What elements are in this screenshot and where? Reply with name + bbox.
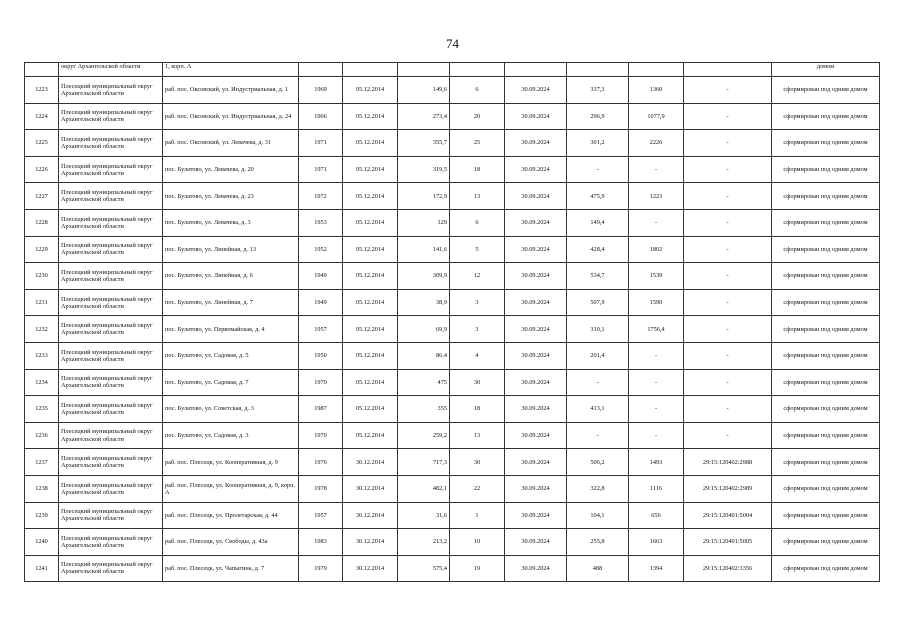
- cell-owner: Плесецкий муниципальный округ Архангельской области: [59, 263, 163, 290]
- cell-date2: 30.09.2024: [505, 209, 567, 236]
- cell-v1: 488: [567, 555, 629, 582]
- table-row: [25, 369, 880, 396]
- cell-cadastral: -: [684, 103, 772, 130]
- table-row: [25, 316, 880, 343]
- cell-area: 482,1: [398, 475, 450, 502]
- cell-num: 1226: [25, 156, 59, 183]
- cell-num: 1227: [25, 183, 59, 210]
- table-row: [25, 263, 880, 290]
- table-row: [25, 449, 880, 476]
- cell-area: 213,2: [398, 529, 450, 556]
- cell-num: 1237: [25, 449, 59, 476]
- cell-date2: 30.09.2024: [505, 103, 567, 130]
- cell-v2: -: [629, 342, 684, 369]
- cell-num: 1228: [25, 209, 59, 236]
- cell-date2: 30.09.2024: [505, 183, 567, 210]
- cell-v1: -: [567, 422, 629, 449]
- cell-cadastral: -: [684, 263, 772, 290]
- cell-area: [398, 63, 450, 77]
- cell-num: 1235: [25, 396, 59, 423]
- cell-address: раб. пос. Плесецк, ул. Кооперативная, д. 9: [163, 449, 299, 476]
- table-row: [25, 156, 880, 183]
- cell-cadastral: 29:15:120402:2988: [684, 449, 772, 476]
- table-row: [25, 183, 880, 210]
- cell-v1: 301,2: [567, 130, 629, 157]
- cell-date2: 30.09.2024: [505, 396, 567, 423]
- cell-date2: 30.09.2024: [505, 316, 567, 343]
- table-row: [25, 502, 880, 529]
- cell-v2: 1360: [629, 77, 684, 104]
- cell-address: пос. Булатово, ул. Первомайская, д. 4: [163, 316, 299, 343]
- cell-v1: 104,1: [567, 502, 629, 529]
- cell-count: 5: [450, 236, 505, 263]
- cell-date: 05.12.2014: [343, 156, 398, 183]
- cell-note: сформирован под одним домом: [772, 236, 880, 263]
- cell-num: 1231: [25, 289, 59, 316]
- cell-date: 30.12.2014: [343, 475, 398, 502]
- cell-date2: 30.09.2024: [505, 475, 567, 502]
- cell-date: 05.12.2014: [343, 316, 398, 343]
- cell-count: 10: [450, 529, 505, 556]
- cell-date: 05.12.2014: [343, 236, 398, 263]
- cell-v1: 310,1: [567, 316, 629, 343]
- cell-count: 25: [450, 130, 505, 157]
- cell-owner: округ Архангельской области: [59, 63, 163, 77]
- cell-num: 1240: [25, 529, 59, 556]
- cell-area: 259,2: [398, 422, 450, 449]
- cell-year: 1949: [299, 263, 343, 290]
- cell-note: сформирован под одним домом: [772, 475, 880, 502]
- cell-cadastral: -: [684, 209, 772, 236]
- cell-address: раб. пос. Оксовский, ул. Индустриальная, д. 24: [163, 103, 299, 130]
- cell-v2: 1116: [629, 475, 684, 502]
- cell-year: 1987: [299, 396, 343, 423]
- register-table: [24, 62, 880, 582]
- cell-date: 05.12.2014: [343, 289, 398, 316]
- cell-num: 1225: [25, 130, 59, 157]
- cell-year: 1952: [299, 236, 343, 263]
- cell-date: 05.12.2014: [343, 77, 398, 104]
- cell-count: 19: [450, 555, 505, 582]
- cell-address: пос. Булатово, ул. Советская, д. 3: [163, 396, 299, 423]
- cell-year: 1970: [299, 422, 343, 449]
- cell-num: 1224: [25, 103, 59, 130]
- register-table-body: [25, 63, 880, 582]
- cell-v1: -: [567, 156, 629, 183]
- cell-count: 20: [450, 103, 505, 130]
- cell-num: 1230: [25, 263, 59, 290]
- cell-address: пос. Булатово, ул. Линейная, д. 13: [163, 236, 299, 263]
- cell-cadastral: -: [684, 130, 772, 157]
- cell-area: 149,6: [398, 77, 450, 104]
- cell-v2: 1077,9: [629, 103, 684, 130]
- cell-count: 13: [450, 422, 505, 449]
- cell-date: 05.12.2014: [343, 130, 398, 157]
- cell-count: 30: [450, 449, 505, 476]
- table-row: [25, 555, 880, 582]
- cell-note: сформирован под одним домом: [772, 422, 880, 449]
- cell-date: 30.12.2014: [343, 555, 398, 582]
- cell-v2: 1663: [629, 529, 684, 556]
- cell-num: 1238: [25, 475, 59, 502]
- cell-owner: Плесецкий муниципальный округ Архангельской области: [59, 529, 163, 556]
- page-number: 74: [446, 36, 459, 51]
- cell-year: 1972: [299, 183, 343, 210]
- cell-cadastral: 29:15:120401:5005: [684, 529, 772, 556]
- cell-date: 30.12.2014: [343, 529, 398, 556]
- cell-address: пос. Булатово, ул. Садовая, д. 5: [163, 342, 299, 369]
- cell-date2: 30.09.2024: [505, 422, 567, 449]
- cell-year: 1966: [299, 103, 343, 130]
- cell-year: 1978: [299, 475, 343, 502]
- table-row: [25, 77, 880, 104]
- cell-v1: 296,9: [567, 103, 629, 130]
- cell-address: пос. Булатово, ул. Садовая, д. 3: [163, 422, 299, 449]
- cell-address: раб. пос. Оксовский, ул. Индустриальная, д. 1: [163, 77, 299, 104]
- cell-note: сформирован под одним домом: [772, 396, 880, 423]
- cell-area: 319,5: [398, 156, 450, 183]
- cell-count: 30: [450, 369, 505, 396]
- cell-owner: Плесецкий муниципальный округ Архангельской области: [59, 289, 163, 316]
- cell-date: 30.12.2014: [343, 502, 398, 529]
- cell-date2: 30.09.2024: [505, 529, 567, 556]
- cell-year: 1969: [299, 77, 343, 104]
- cell-cadastral: 29:15:120401:5004: [684, 502, 772, 529]
- cell-count: 18: [450, 156, 505, 183]
- cell-area: 355,7: [398, 130, 450, 157]
- cell-count: 13: [450, 183, 505, 210]
- cell-owner: Плесецкий муниципальный округ Архангельской области: [59, 555, 163, 582]
- cell-v1: 428,4: [567, 236, 629, 263]
- cell-num: 1239: [25, 502, 59, 529]
- cell-address: раб. пос. Плесецк, ул. Пролетарская, д. 44: [163, 502, 299, 529]
- cell-v1: 337,3: [567, 77, 629, 104]
- cell-count: 22: [450, 475, 505, 502]
- cell-date: 05.12.2014: [343, 209, 398, 236]
- cell-date2: 30.09.2024: [505, 342, 567, 369]
- cell-v1: -: [567, 369, 629, 396]
- cell-year: 1979: [299, 555, 343, 582]
- cell-address: 1, корп. А: [163, 63, 299, 77]
- cell-date2: 30.09.2024: [505, 369, 567, 396]
- cell-year: [299, 63, 343, 77]
- cell-v2: 656: [629, 502, 684, 529]
- cell-v2: -: [629, 422, 684, 449]
- cell-v1: 413,1: [567, 396, 629, 423]
- cell-area: 717,3: [398, 449, 450, 476]
- cell-note: сформирован под одним домом: [772, 316, 880, 343]
- cell-owner: Плесецкий муниципальный округ Архангельской области: [59, 422, 163, 449]
- table-row: [25, 422, 880, 449]
- cell-v1: 149,4: [567, 209, 629, 236]
- cell-date: [343, 63, 398, 77]
- cell-owner: Плесецкий муниципальный округ Архангельской области: [59, 209, 163, 236]
- cell-date: 05.12.2014: [343, 263, 398, 290]
- cell-count: 12: [450, 263, 505, 290]
- table-row: [25, 475, 880, 502]
- cell-area: 475: [398, 369, 450, 396]
- cell-date2: 30.09.2024: [505, 236, 567, 263]
- cell-date: 05.12.2014: [343, 103, 398, 130]
- cell-address: пос. Булатово, ул. Линейная, д. 7: [163, 289, 299, 316]
- cell-date2: 30.09.2024: [505, 289, 567, 316]
- cell-address: раб. пос. Оксовский, ул. Левачева, д. 31: [163, 130, 299, 157]
- cell-note: сформирован под одним домом: [772, 555, 880, 582]
- cell-cadastral: -: [684, 316, 772, 343]
- cell-year: 1950: [299, 342, 343, 369]
- cell-note: сформирован под одним домом: [772, 103, 880, 130]
- cell-num: 1241: [25, 555, 59, 582]
- table-row: [25, 289, 880, 316]
- cell-note: сформирован под одним домом: [772, 449, 880, 476]
- cell-owner: Плесецкий муниципальный округ Архангельской области: [59, 316, 163, 343]
- cell-owner: Плесецкий муниципальный округ Архангельской области: [59, 342, 163, 369]
- cell-date2: 30.09.2024: [505, 555, 567, 582]
- cell-area: 141,6: [398, 236, 450, 263]
- table-row: [25, 130, 880, 157]
- cell-date2: 30.09.2024: [505, 130, 567, 157]
- cell-num: 1232: [25, 316, 59, 343]
- cell-v1: 255,8: [567, 529, 629, 556]
- cell-area: 273,4: [398, 103, 450, 130]
- cell-v1: 475,9: [567, 183, 629, 210]
- table-row: [25, 236, 880, 263]
- cell-area: 172,9: [398, 183, 450, 210]
- cell-date2: 30.09.2024: [505, 449, 567, 476]
- cell-year: 1971: [299, 130, 343, 157]
- cell-note: сформирован под одним домом: [772, 130, 880, 157]
- cell-note: сформирован под одним домом: [772, 209, 880, 236]
- cell-note: сформирован под одним домом: [772, 77, 880, 104]
- cell-v2: -: [629, 209, 684, 236]
- cell-cadastral: -: [684, 342, 772, 369]
- cell-v2: 1493: [629, 449, 684, 476]
- cell-address: раб. пос. Плесецк, ул. Свободы, д. 43а: [163, 529, 299, 556]
- cell-address: раб. пос. Плесецк, ул. Чапыгина, д. 7: [163, 555, 299, 582]
- cell-note: сформирован под одним домом: [772, 529, 880, 556]
- cell-cadastral: -: [684, 236, 772, 263]
- cell-owner: Плесецкий муниципальный округ Архангельской области: [59, 183, 163, 210]
- cell-area: 355: [398, 396, 450, 423]
- cell-cadastral: -: [684, 156, 772, 183]
- cell-count: [450, 63, 505, 77]
- cell-v1: 507,9: [567, 289, 629, 316]
- table-row: [25, 396, 880, 423]
- cell-num: 1234: [25, 369, 59, 396]
- table-row: [25, 529, 880, 556]
- cell-count: 6: [450, 77, 505, 104]
- cell-num: 1236: [25, 422, 59, 449]
- cell-date: 05.12.2014: [343, 342, 398, 369]
- cell-year: 1971: [299, 156, 343, 183]
- cell-date2: 30.09.2024: [505, 502, 567, 529]
- cell-area: 69,9: [398, 316, 450, 343]
- cell-cadastral: 29:15:120402:2989: [684, 475, 772, 502]
- cell-year: 1983: [299, 529, 343, 556]
- cell-v1: [567, 63, 629, 77]
- cell-date2: 30.09.2024: [505, 263, 567, 290]
- table-row: [25, 103, 880, 130]
- table-row: [25, 342, 880, 369]
- cell-owner: Плесецкий муниципальный округ Архангельской области: [59, 130, 163, 157]
- cell-owner: Плесецкий муниципальный округ Архангельской области: [59, 369, 163, 396]
- cell-cadastral: -: [684, 77, 772, 104]
- cell-cadastral: -: [684, 422, 772, 449]
- cell-address: пос. Булатово, ул. Садовая, д. 7: [163, 369, 299, 396]
- cell-note: сформирован под одним домом: [772, 369, 880, 396]
- cell-v2: -: [629, 156, 684, 183]
- cell-count: 4: [450, 342, 505, 369]
- cell-address: пос. Булатово, ул. Левачева, д. 3: [163, 209, 299, 236]
- cell-v2: 1802: [629, 236, 684, 263]
- cell-cadastral: [684, 63, 772, 77]
- cell-address: раб. пос. Плесецк, ул. Кооперативная, д. 9, корп. А: [163, 475, 299, 502]
- cell-date: 05.12.2014: [343, 183, 398, 210]
- cell-num: 1229: [25, 236, 59, 263]
- cell-note: сформирован под одним домом: [772, 342, 880, 369]
- cell-year: 1970: [299, 369, 343, 396]
- cell-address: пос. Булатово, ул. Линейная, д. 6: [163, 263, 299, 290]
- cell-owner: Плесецкий муниципальный округ Архангельской области: [59, 156, 163, 183]
- cell-note: сформирован под одним домом: [772, 156, 880, 183]
- cell-owner: Плесецкий муниципальный округ Архангельской области: [59, 502, 163, 529]
- cell-v1: 506,2: [567, 449, 629, 476]
- cell-owner: Плесецкий муниципальный округ Архангельской области: [59, 236, 163, 263]
- cell-v1: 534,7: [567, 263, 629, 290]
- cell-date: 05.12.2014: [343, 422, 398, 449]
- cell-cadastral: 29:15:120402:3356: [684, 555, 772, 582]
- cell-count: 18: [450, 396, 505, 423]
- cell-count: 6: [450, 209, 505, 236]
- cell-v2: -: [629, 369, 684, 396]
- cell-note: сформирован под одним домом: [772, 263, 880, 290]
- cell-year: 1953: [299, 209, 343, 236]
- cell-area: 575,4: [398, 555, 450, 582]
- table-row: [25, 209, 880, 236]
- cell-v2: [629, 63, 684, 77]
- cell-owner: Плесецкий муниципальный округ Архангельской области: [59, 77, 163, 104]
- cell-note: сформирован под одним домом: [772, 502, 880, 529]
- cell-date2: [505, 63, 567, 77]
- cell-date2: 30.09.2024: [505, 156, 567, 183]
- cell-note: сформирован под одним домом: [772, 289, 880, 316]
- cell-area: 38,9: [398, 289, 450, 316]
- cell-owner: Плесецкий муниципальный округ Архангельской области: [59, 475, 163, 502]
- cell-v2: -: [629, 396, 684, 423]
- cell-area: 31,6: [398, 502, 450, 529]
- cell-year: 1957: [299, 502, 343, 529]
- cell-owner: Плесецкий муниципальный округ Архангельской области: [59, 103, 163, 130]
- cell-count: 3: [450, 316, 505, 343]
- cell-year: 1949: [299, 289, 343, 316]
- cell-owner: Плесецкий муниципальный округ Архангельской области: [59, 396, 163, 423]
- cell-count: 3: [450, 289, 505, 316]
- cell-area: 86,4: [398, 342, 450, 369]
- cell-date: 05.12.2014: [343, 369, 398, 396]
- cell-year: 1976: [299, 449, 343, 476]
- cell-v2: 1539: [629, 263, 684, 290]
- cell-date: 30.12.2014: [343, 449, 398, 476]
- continuation-row: [25, 63, 880, 77]
- cell-num: [25, 63, 59, 77]
- cell-owner: Плесецкий муниципальный округ Архангельской области: [59, 449, 163, 476]
- cell-v2: 2226: [629, 130, 684, 157]
- cell-num: 1233: [25, 342, 59, 369]
- cell-v2: 1590: [629, 289, 684, 316]
- cell-address: пос. Булатово, ул. Левачева, д. 23: [163, 183, 299, 210]
- cell-count: 1: [450, 502, 505, 529]
- cell-date2: 30.09.2024: [505, 77, 567, 104]
- cell-v1: 322,8: [567, 475, 629, 502]
- cell-note: сформирован под одним домом: [772, 183, 880, 210]
- cell-area: 129: [398, 209, 450, 236]
- cell-cadastral: -: [684, 183, 772, 210]
- cell-cadastral: -: [684, 369, 772, 396]
- cell-v2: 1756,4: [629, 316, 684, 343]
- cell-note: домом: [772, 63, 880, 77]
- cell-cadastral: -: [684, 396, 772, 423]
- cell-date: 05.12.2014: [343, 396, 398, 423]
- cell-v2: 1223: [629, 183, 684, 210]
- cell-num: 1223: [25, 77, 59, 104]
- cell-cadastral: -: [684, 289, 772, 316]
- cell-v2: 1394: [629, 555, 684, 582]
- cell-address: пос. Булатово, ул. Левачева, д. 20: [163, 156, 299, 183]
- cell-area: 309,9: [398, 263, 450, 290]
- cell-year: 1957: [299, 316, 343, 343]
- cell-v1: 201,4: [567, 342, 629, 369]
